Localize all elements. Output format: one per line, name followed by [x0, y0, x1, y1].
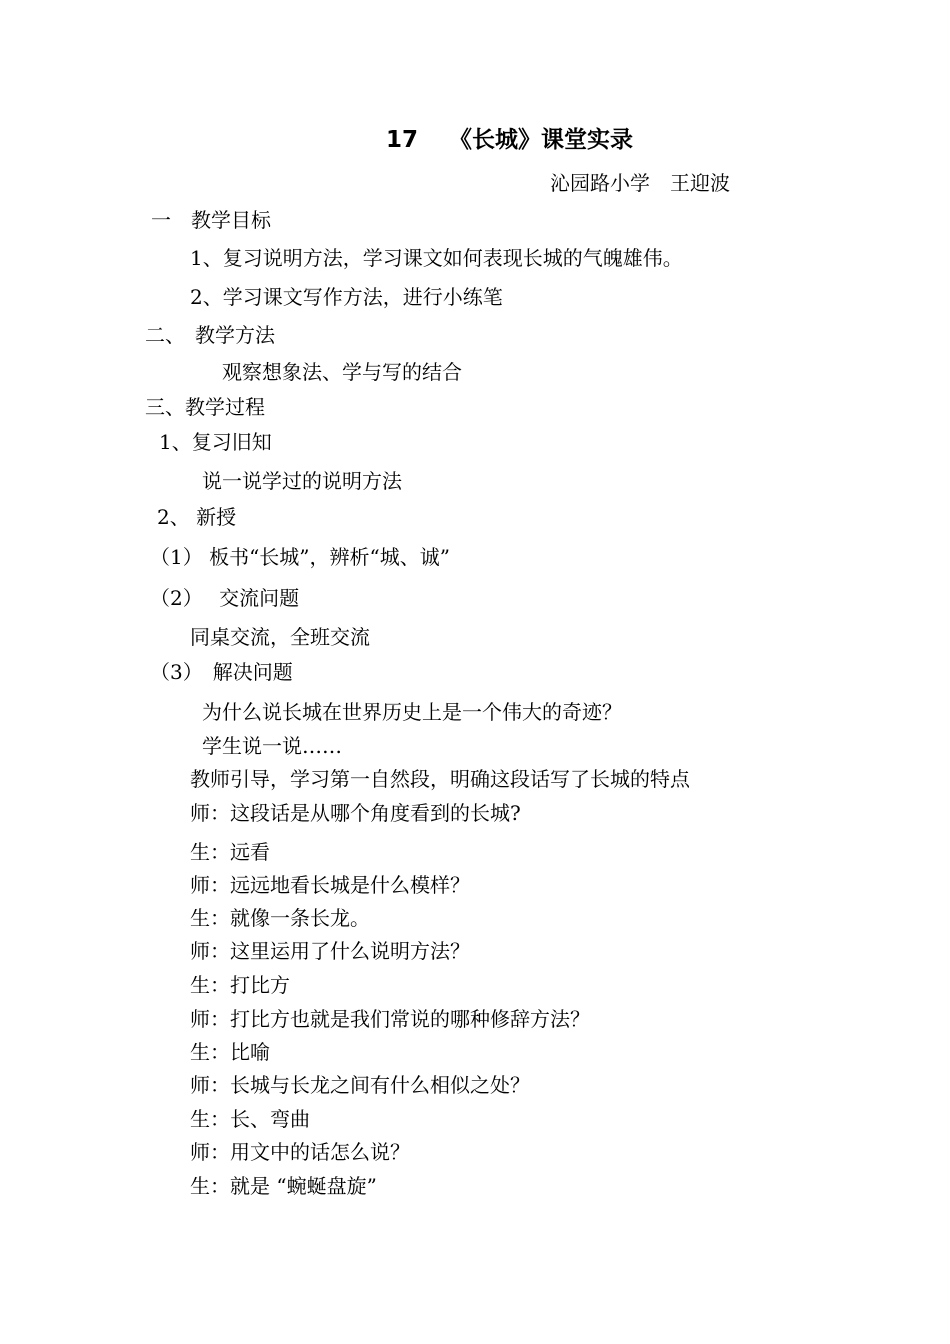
subsection-heading: 1、复习旧知	[159, 430, 272, 454]
dialogue-line: 生：就像一条长龙。	[190, 906, 370, 930]
paragraph-line: 为什么说长城在世界历史上是一个伟大的奇迹？	[202, 700, 622, 724]
dialogue-line: 生：长、弯曲	[190, 1107, 310, 1131]
paragraph-line: 教师引导，学习第一自然段，明确这段话写了长城的特点	[190, 767, 690, 791]
goal-item: 2、学习课文写作方法，进行小练笔	[190, 285, 503, 309]
step-heading: （2） 交流问题	[150, 586, 300, 610]
dialogue-line: 生：比喻	[190, 1040, 270, 1064]
author-line: 沁园路小学 王迎波	[550, 171, 730, 195]
dialogue-line: 生：远看	[190, 840, 270, 864]
dialogue-line: 师：打比方也就是我们常说的哪种修辞方法？	[190, 1007, 590, 1031]
section-heading: 三、教学过程	[145, 395, 265, 419]
section-heading: 二、 教学方法	[145, 323, 275, 347]
paragraph-line: 说一说学过的说明方法	[202, 469, 402, 493]
paragraph-line: 学生说一说……	[202, 734, 342, 758]
dialogue-line: 生：就是 “蜿蜒盘旋”	[190, 1174, 377, 1198]
subsection-heading: 2、 新授	[157, 505, 237, 529]
page-title: 17 《长城》课堂实录	[386, 127, 634, 153]
paragraph-line: 观察想象法、学与写的结合	[222, 360, 462, 384]
goal-item: 1、复习说明方法，学习课文如何表现长城的气魄雄伟。	[190, 246, 683, 270]
paragraph-line: 同桌交流，全班交流	[190, 625, 370, 649]
dialogue-line: 师：长城与长龙之间有什么相似之处？	[190, 1073, 530, 1097]
dialogue-line: 师：远远地看长城是什么模样？	[190, 873, 470, 897]
dialogue-line: 师：这里运用了什么说明方法？	[190, 939, 470, 963]
step-heading: （1） 板书“长城”，辨析“城、诚”	[150, 545, 450, 569]
dialogue-line: 师：这段话是从哪个角度看到的长城?	[190, 801, 521, 825]
dialogue-line: 生：打比方	[190, 973, 290, 997]
step-heading: （3） 解决问题	[150, 660, 293, 684]
dialogue-line: 师：用文中的话怎么说？	[190, 1140, 410, 1164]
section-heading: 一 教学目标	[151, 208, 271, 232]
